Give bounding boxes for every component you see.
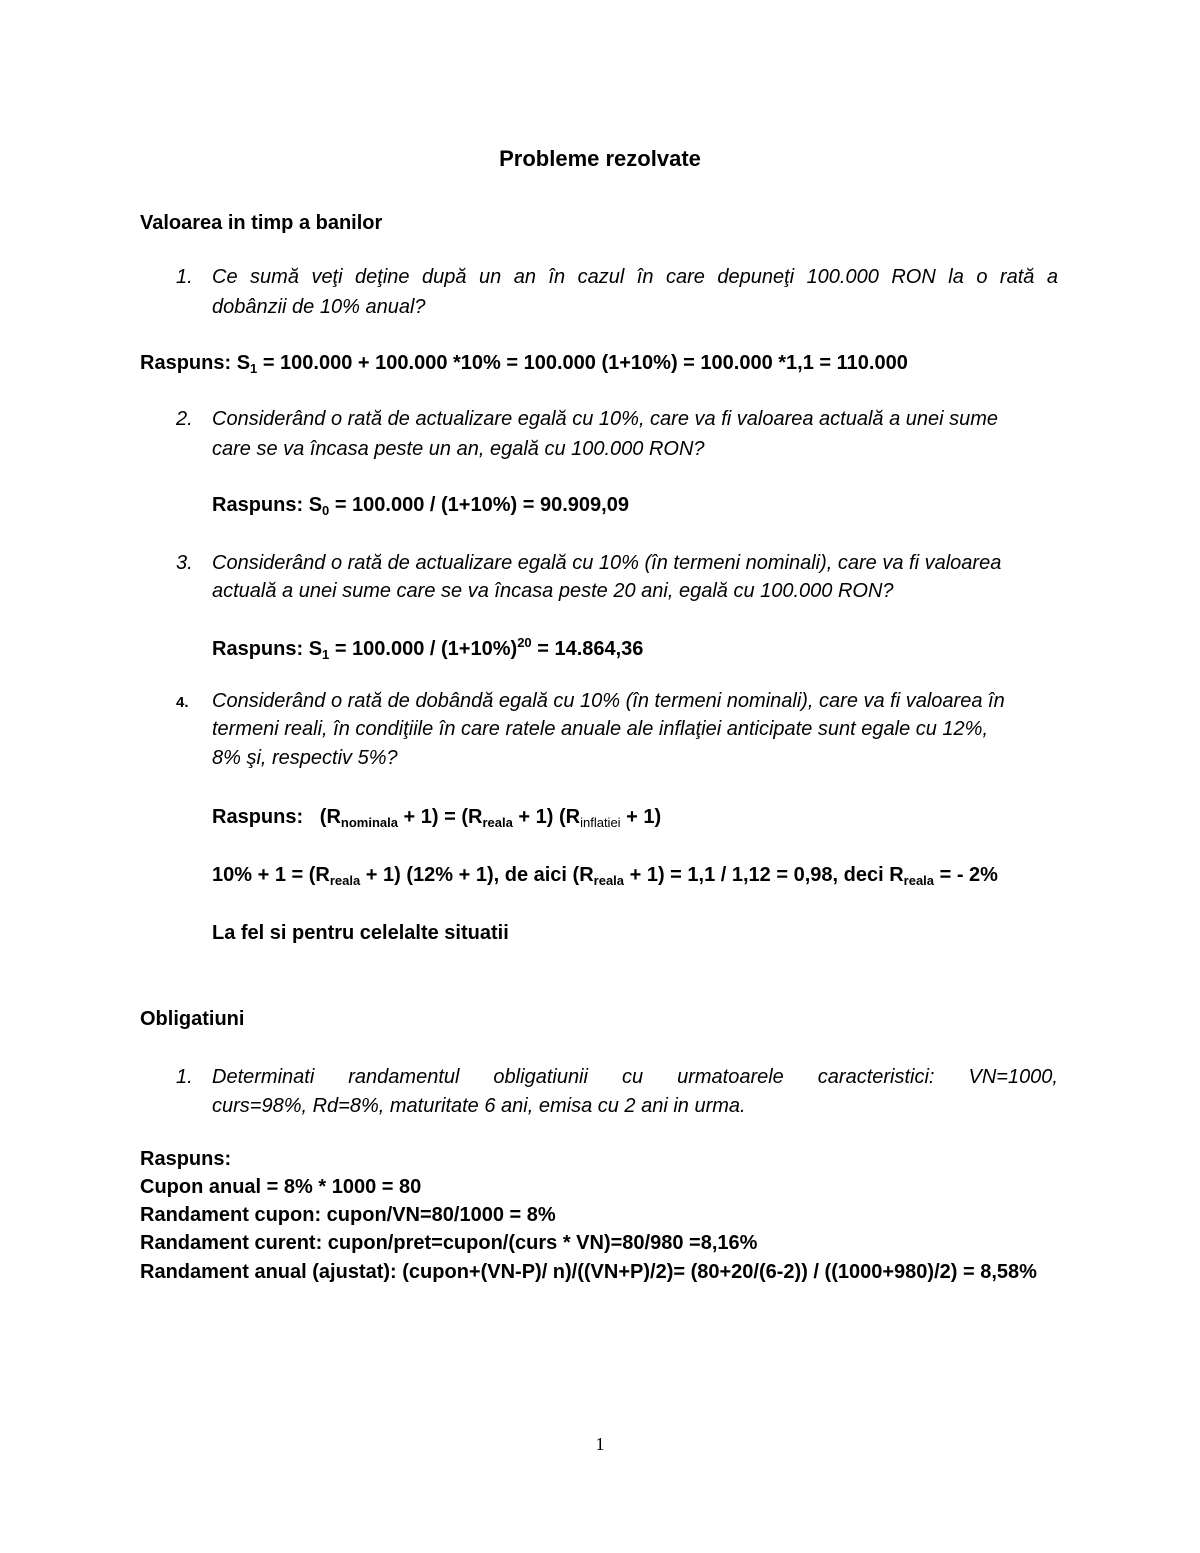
problem-text: Considerând o rată de dobândă egală cu 10% (în termeni nominali), care va fi valoarea în <box>212 690 1005 712</box>
answer-line: Randament curent: cupon/pret=cupon/(curs * VN)=80/980 =8,16% <box>140 1232 758 1254</box>
page-number: 1 <box>595 1434 605 1454</box>
problem-number: 3. <box>176 552 193 574</box>
answer-calculation: $10\% + 1 = (R_{reala} + 1) (12\% + 1)$, de aici $(R_{reala} + 1) = 1,1 / 1,12 = 0,98$, deci $R_{reala}$ = - 2% <box>212 864 998 888</box>
answer-line: Cupon anual = 8% * 1000 = 80 <box>140 1176 422 1198</box>
problem-text: curs=98%, Rd=8%, maturitate 6 ani, emisa cu 2 ani in urma. <box>212 1095 746 1117</box>
answer-label: Raspuns: <box>140 1148 232 1170</box>
answer-formula: Raspuns: $(R_{nominala} + 1) = (R_{reala} + 1) (R_{inflatiei} + 1)$ <box>212 806 662 830</box>
problem-text: 8% şi, respectiv 5%? <box>212 747 398 769</box>
problem-text: Determinati randamentul obligatiunii cu urmatoarele caracteristici: VN=1000, <box>212 1066 1058 1088</box>
problem-text: Ce sumă veţi deţine după un an în cazul în care depuneţi 100.000 RON la o rată a <box>212 266 1058 288</box>
answer-line: Randament anual (ajustat): (cupon+(VN-P)/ n)/((VN+P)/2)= (80+20/(6-2)) / ((1000+980)/2) = 8,58% <box>140 1261 1037 1283</box>
answer-note: La fel si pentru celelalte situatii <box>212 922 509 944</box>
problem-number: 1. <box>176 1066 193 1088</box>
answer-line: Raspuns: $S_1 = 100.000 / (1+10\%)^{20} = 14.864,36$ <box>212 635 644 662</box>
problem-text: Considerând o rată de actualizare egală cu 10% (în termeni nominali), care va fi valoarea <box>212 552 1002 574</box>
problem-text: actuală a unei sume care se va încasa peste 20 ani, egală cu 100.000 RON? <box>212 580 894 602</box>
problem-text: care se va încasa peste un an, egală cu 100.000 RON? <box>212 438 705 460</box>
answer-line: Randament cupon: cupon/VN=80/1000 = 8% <box>140 1204 556 1226</box>
section-heading-time-value: Valoarea in timp a banilor <box>140 212 383 234</box>
problem-number: 2. <box>176 408 193 430</box>
problem-text: termeni reali, în condiţiile în care ratele anuale ale inflaţiei anticipate sunt egale cu 12%, <box>212 718 989 740</box>
problem-text: Considerând o rată de actualizare egală cu 10%, care va fi valoarea actuală a unei sume <box>212 408 999 430</box>
problem-text: dobânzii de 10% anual? <box>212 296 426 318</box>
answer-line: Raspuns: $S_0 = 100.000 / (1+10\%) = 90.909,09$ <box>212 494 629 518</box>
problem-number: 4. <box>176 694 189 711</box>
section-heading-bonds: Obligatiuni <box>140 1008 245 1030</box>
page-title: Probleme rezolvate <box>499 146 701 171</box>
problem-number: 1. <box>176 266 193 288</box>
answer-line: Raspuns: $S_1 = 100.000 + 100.000$ *10% = 100.000 (1+10%) = 100.000 *1,1 = 110.000 <box>140 352 908 376</box>
